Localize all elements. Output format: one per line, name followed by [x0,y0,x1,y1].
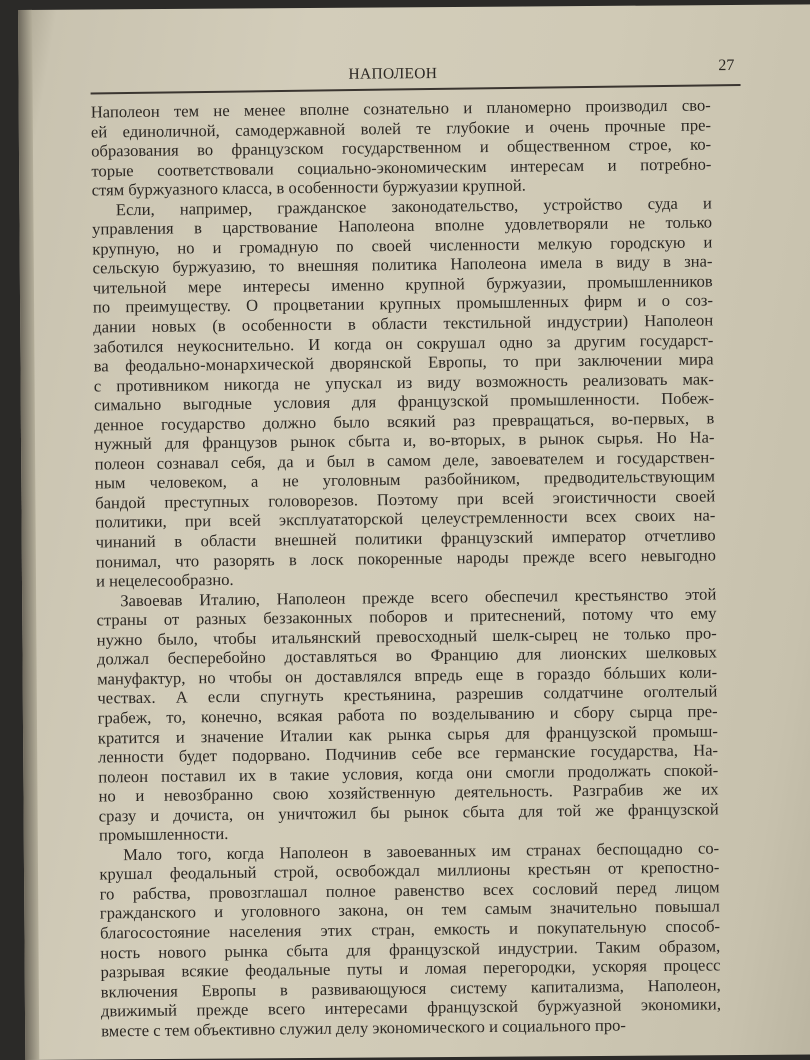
text-line: благосостояние населения этих стран, емкость и покупательную способ- [99,916,721,943]
text-line: должал бесперебойно доставляться во Францию для лионских шелковых [96,642,718,669]
text-line: включения Европы в развивающуюся систему капитализма, Наполеон, [100,975,721,1002]
text-line: сельскую буржуазию, то внешняя политика Наполеона имела в виду в зна- [92,251,713,278]
text-line: но и невозбранно свою хозяйственную деятельность. Разграбив же их [98,779,719,806]
text-line: Мало того, когда Наполеон в завоеванных им странах беспощадно со- [123,838,720,864]
running-title: НАПОЛЕОН [348,65,438,83]
text-line: ва феодально-монархической дворянской Европы, то при заключении мира [93,349,714,376]
text-line: сразу и дочиста, он уничтожил бы рынок сбыта для той же французской [98,799,719,826]
text-line: бандой преступных головорезов. Поэтому при всей эгоистичности своей [95,486,716,513]
text-line: дании новых (в особенности в области текстильной индустрии) Наполеон [93,310,714,337]
text-line: по преимуществу. О процветании крупных промышленных фирм и о соз- [92,290,714,317]
paragraph [96,584,719,845]
text-line: стям буржуазного класса, в особенности буржуазии крупной. [91,175,526,200]
text-line: понимал, что разорять в лоск покоренные народы прежде всего невыгодно [95,545,716,572]
paragraph [91,95,712,200]
text-line: страны от разных беззаконных поборов и притеснений, потому что ему [96,603,717,630]
paragraph [92,193,716,591]
text-line: го рабства, провозглашал полное равенство всех сословий перед лицом [99,877,720,904]
text-line: ей единоличной, самодержавной волей те глубокие и очень прочные пре- [90,115,712,142]
text-line: с противником никогда не упускал из виду возможность реализовать мак- [93,369,714,396]
text-line: грабеж, то, конечно, всякая работа по возделыванию и сбору сырца пре- [97,701,718,728]
text-line: кратится и значение Италии как рынка сырья для французской промыш- [97,720,718,747]
text-line: и нецелесообразно. [95,570,234,591]
text-line: чинаний в области внешней политики французский император отчетливо [95,525,716,552]
text-line: ность нового рынка сбыта для французской индустрии. Таким образом, [100,935,721,962]
header-rule [91,84,741,94]
text-line: образования во французском государственном и общественном строе, ко- [91,134,712,161]
text-line: крушал феодальный строй, освобождал миллионы крестьян от крепостно- [99,857,720,884]
text-line: ным человеком, а не уголовным разбойником, предводительствующим [94,466,716,493]
text-line: ленности будет подорвано. Подчинив себе все германские государства, На- [97,740,719,767]
text-line: Наполеон тем не менее вполне сознательно и планомерно производил сво- [90,95,711,122]
text-line: денное государство должно было всякий раз превращаться, во-первых, в [94,408,715,435]
running-header [90,57,740,92]
text-line: политики, при всей эксплуататорской целеустремленности всех своих на- [95,505,716,532]
text-line: Если, например, гражданское законодательство, устройство суда и [115,193,712,219]
text-line: мануфактур, но чтобы он доставлялся впредь еще в гораздо бóльших коли- [97,662,718,689]
text-line: симально выгодные условия для французской промышленности. Побеж- [93,388,715,415]
paragraph [99,838,721,1040]
text-line: полеон поставил их в такие условия, когда они смогли продолжать спокой- [98,760,719,787]
text-line: промышленности. [98,824,229,845]
text-line: нужно было, чтобы итальянский превосходный шелк-сырец не только про- [96,623,717,650]
text-line: крупную, но и громадную по своей численности мелкую городскую и [92,232,713,259]
text-line: гражданского и уголовного закона, он тем самым значительно повышал [99,896,720,923]
text-line: торые соответствовали социально-экономическим интересам и потребно- [91,154,712,181]
text-line: заботился неукоснительно. И когда он сокрушал одно за другим государст- [93,330,714,357]
text-line: управления в царствование Наполеона вполне удовлетворяли не только [91,212,713,239]
text-line: нужный для французов рынок сбыта и, во-вторых, в рынок сырья. Но На- [94,427,715,454]
text-line: разрывая всякие феодальные путы и ломая перегородки, ускоряя процесс [100,955,721,982]
text-line: чительной мере интересы именно крупной буржуазии, промышленников [92,271,713,298]
text-line: Завоевав Италию, Наполеон прежде всего обеспечил крестьянство этой [120,584,717,610]
book-spine-shadow [18,10,39,1060]
text-line: чествах. А если спугнуть крестьянина, разрешив солдатчине оголтелый [97,681,718,708]
text-line: полеон сознавал себя, да и был в самом деле, завоевателем и государствен- [94,447,715,474]
book-page [18,4,810,1060]
page-number: 27 [718,57,735,75]
text-line: движимый прежде всего интересами французской буржуазной экономики, [100,994,722,1021]
body-text [91,95,722,1040]
text-line: вместе с тем объективно служил делу экономического и социального про- [101,1015,626,1041]
